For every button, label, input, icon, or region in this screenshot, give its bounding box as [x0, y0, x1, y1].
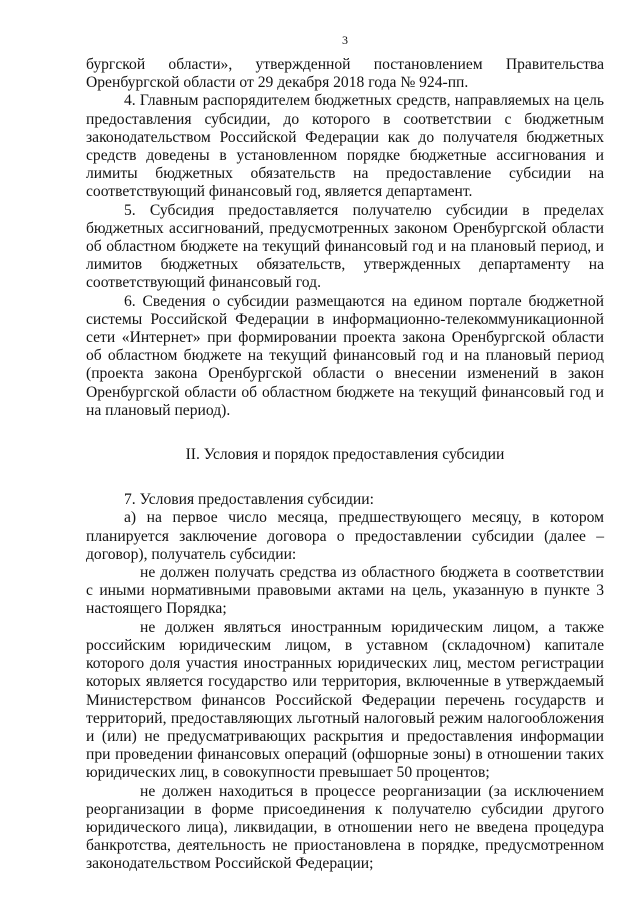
condition-item: не должен являться иностранным юридическим лицом, а также российским юридическим лицом, в уставном (складочном) капитале которого доля участия иностранных юридических лиц, местом регистрации которых является государство или территория, включенные в утверждаемый Министерством финансов Российской Федерации перечень государств и территорий, предоставляющих льготный налоговый режим налогообложения и (или) не предусматривающих раскрытия и предоставления информации при проведении финансовых операций (офшорные зоны) в отношении таких юридических лиц, в совокупности превышает 50 процентов;: [86, 618, 604, 782]
paragraph-item-4: 4. Главным распорядителем бюджетных средств, направляемых на цель предоставления субсидии, до которого в соответствии с бюджетным законодательством Российской Федерации как до получателя бюджетных средств доведены в установленном порядке бюджетные ассигнования и лимиты бюджетных обязательств на предоставление субсидии на соответствующий финансовый год, является департамент.: [86, 92, 604, 201]
condition-item: не должен находиться в процессе реорганизации (за исключением реорганизации в форме присоединения к получателю субсидии другого юридического лица), ликвидации, в отношении него не введена процедура банкротства, деятельность не приостановлена в порядке, предусмотренном законодательством Российской Федерации;: [86, 782, 604, 873]
paragraph-item-6: 6. Сведения о субсидии размещаются на едином портале бюджетной системы Российской Федерации в информационно-телекоммуникационной сети «Интернет» при формировании проекта закона Оренбургской области об областном бюджете на текущий финансовый год и на плановый период (проекта закона Оренбургской области о внесении изменений в закон Оренбургской области об областном бюджете на текущий финансовый год и на плановый период).: [86, 292, 604, 419]
condition-item: не должен получать средства из областного бюджета в соответствии с иными нормативными правовыми актами на цель, указанную в пункте 3 настоящего Порядка;: [86, 564, 604, 618]
section-heading: II. Условия и порядок предоставления субсидии: [185, 446, 505, 464]
document-body: [86, 56, 604, 874]
paragraph-item-5: 5. Субсидия предоставляется получателю субсидии в пределах бюджетных ассигнований, предусмотренных законом Оренбургской области об областном бюджете на текущий финансовый год и на плановый период, и лимитов бюджетных обязательств, утвержденных департаменту на соответствующий финансовый год.: [86, 201, 604, 292]
paragraph-subitem-a: а) на первое число месяца, предшествующего месяцу, в котором планируется заключение договора о предоставлении субсидии (далее – договор), получатель субсидии:: [86, 509, 604, 563]
paragraph-item-7: 7. Условия предоставления субсидии:: [124, 491, 374, 509]
paragraph-continuation: бургской области», утвержденной постановлением Правительства Оренбургской области от 29 декабря 2018 года № 924-пп.: [86, 56, 604, 92]
page-number: 3: [342, 33, 348, 47]
